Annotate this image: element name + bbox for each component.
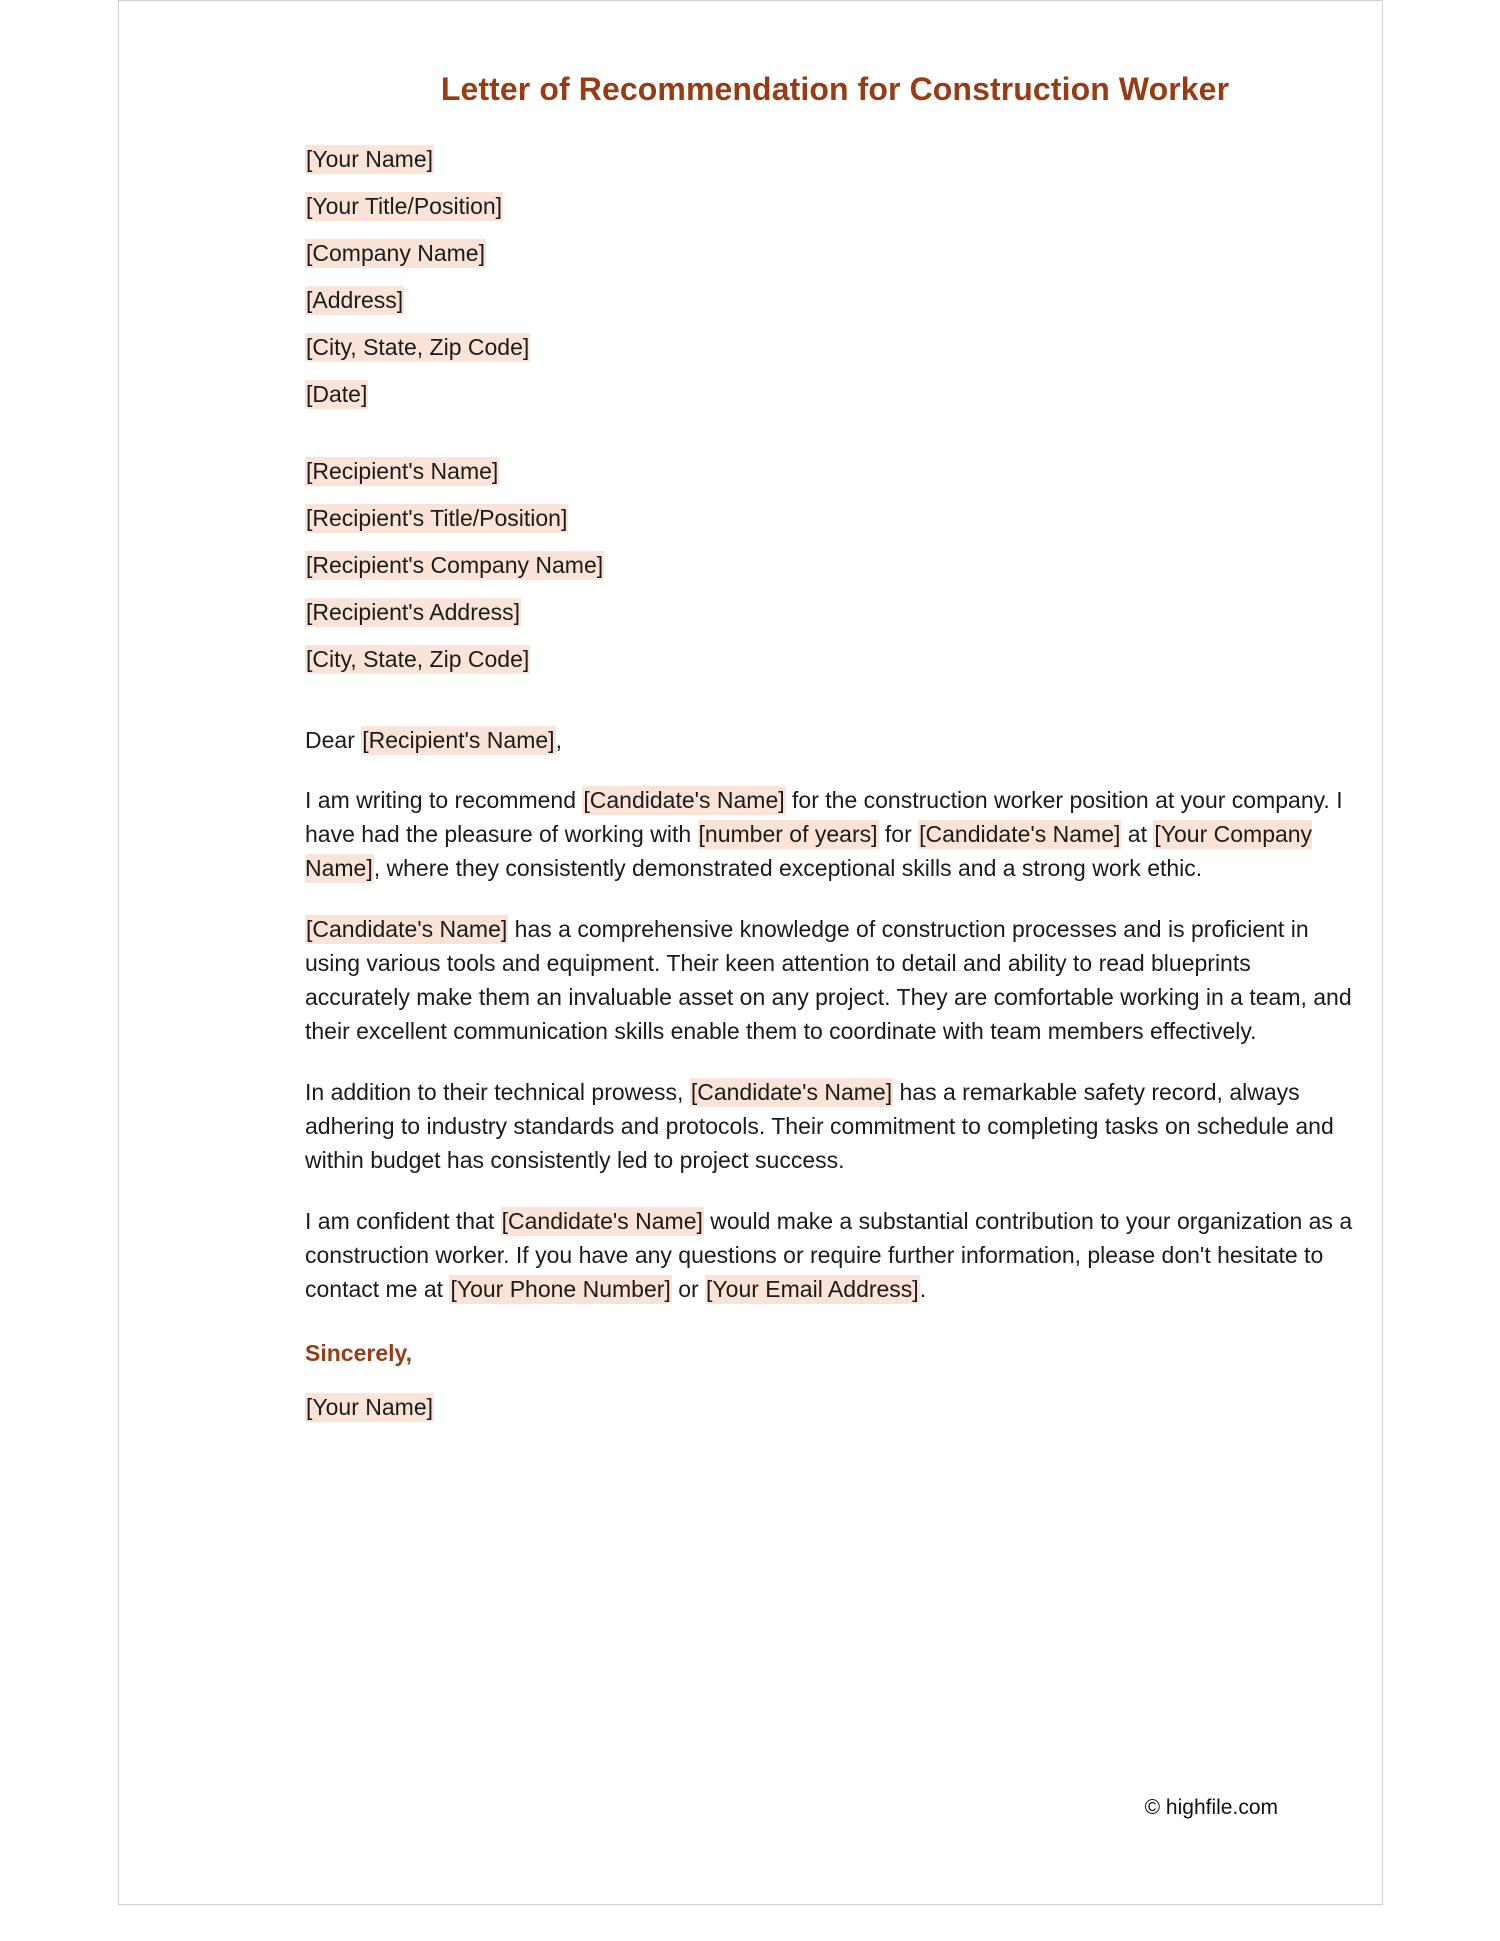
placeholder-address[interactable]: [Address] (306, 287, 404, 314)
block-spacer-2 (305, 693, 1405, 723)
placeholder-candidate-name-3[interactable]: [Candidate's Name] (306, 916, 508, 943)
sender-line-city (305, 333, 1405, 361)
sender-line-address (305, 286, 1405, 314)
recipient-address-block (305, 457, 1405, 673)
block-spacer (305, 427, 1405, 457)
placeholder-your-name[interactable]: [Your Name] (306, 146, 433, 172)
p3-seg-1: In addition to their technical prowess, (305, 1079, 690, 1106)
body-paragraph-1 (305, 783, 1357, 885)
p4-seg-2: would make a substantial contribution to your organization as a construction worker. If you have any questions or require further information, please don't hesitate to contact me at (305, 1208, 1353, 1303)
placeholder-salutation-recipient[interactable]: [Recipient's Name] (362, 726, 555, 753)
p4-seg-1: I am confident that (305, 1208, 501, 1235)
p4-seg-4: . (919, 1276, 927, 1303)
p4-seg-3: or (671, 1276, 706, 1303)
page-title: Letter of Recommendation for Construction Worker (440, 71, 1230, 107)
letter-sheet (118, 0, 1383, 1905)
placeholder-recipient-name[interactable]: [Recipient's Name] (306, 458, 499, 485)
placeholder-candidate-name-2[interactable]: [Candidate's Name] (919, 821, 1121, 848)
p1-seg-2: for the construction worker position at your company. I have had the pleasure of working with (305, 787, 1343, 848)
recipient-line-title (305, 504, 1405, 532)
placeholder-your-title[interactable]: [Your Title/Position] (306, 193, 503, 220)
sender-line-title (305, 192, 1405, 220)
salutation (305, 723, 1405, 758)
placeholder-candidate-name-5[interactable]: [Candidate's Name] (501, 1208, 703, 1235)
recipient-line-city (305, 645, 1405, 673)
placeholder-your-company-name[interactable]: [Your Company Name] (305, 821, 1313, 882)
p1-seg-3: for (878, 821, 919, 848)
placeholder-recipient-address[interactable]: [Recipient's Address] (306, 599, 521, 626)
sender-line-date (305, 380, 1405, 408)
p2-seg-1: has a comprehensive knowledge of construction processes and is proficient in using various tools and equipment. Their keen attention to detail and ability to read blueprints accurately make them an invaluable asset on any project. They are comfortable working in a team, and their excellent communication skills enable them to coordinate with team members effectively. (305, 916, 1352, 1045)
placeholder-number-of-years[interactable]: [number of years] (698, 821, 878, 848)
p1-seg-5: , where they consistently demonstrated exceptional skills and a strong work ethic. (373, 855, 1203, 882)
sender-line-name (305, 145, 1405, 173)
placeholder-city-state-zip[interactable]: [City, State, Zip Code] (306, 334, 530, 361)
closing-salutation: Sincerely, (305, 1340, 412, 1367)
body-paragraph-2 (305, 912, 1357, 1048)
letter-content (305, 69, 1405, 1423)
placeholder-recipient-company[interactable]: [Recipient's Company Name] (306, 552, 604, 579)
placeholder-your-phone-number[interactable]: [Your Phone Number] (450, 1276, 671, 1303)
salutation-suffix: , (555, 726, 562, 753)
placeholder-recipient-city-state-zip[interactable]: [City, State, Zip Code] (306, 646, 530, 673)
footer-copyright: © highfile.com (1144, 1796, 1278, 1819)
recipient-line-name (305, 457, 1405, 485)
body-paragraph-4 (305, 1204, 1357, 1306)
recipient-line-address (305, 598, 1405, 626)
p1-seg-4: at (1121, 821, 1154, 848)
body-paragraph-3 (305, 1075, 1357, 1177)
p1-seg-1: I am writing to recommend (305, 787, 583, 814)
placeholder-company-name[interactable]: [Company Name] (306, 240, 485, 267)
p3-seg-2: has a remarkable safety record, always adhering to industry standards and protocols. Their commitment to completing tasks on schedule and within budget has consistently led to project success. (305, 1079, 1334, 1174)
placeholder-your-email-address[interactable]: [Your Email Address] (706, 1276, 919, 1303)
sender-line-company (305, 239, 1405, 267)
placeholder-candidate-name-1[interactable]: [Candidate's Name] (583, 787, 785, 814)
sender-address-block (305, 145, 1405, 408)
placeholder-candidate-name-4[interactable]: [Candidate's Name] (690, 1079, 893, 1106)
placeholder-recipient-title[interactable]: [Recipient's Title/Position] (306, 505, 568, 532)
salutation-prefix: Dear (305, 726, 362, 753)
placeholder-signature-your-name[interactable]: [Your Name] (306, 1394, 433, 1421)
recipient-line-company (305, 551, 1405, 579)
signature-line (305, 1393, 1405, 1423)
placeholder-date[interactable]: [Date] (306, 381, 368, 408)
